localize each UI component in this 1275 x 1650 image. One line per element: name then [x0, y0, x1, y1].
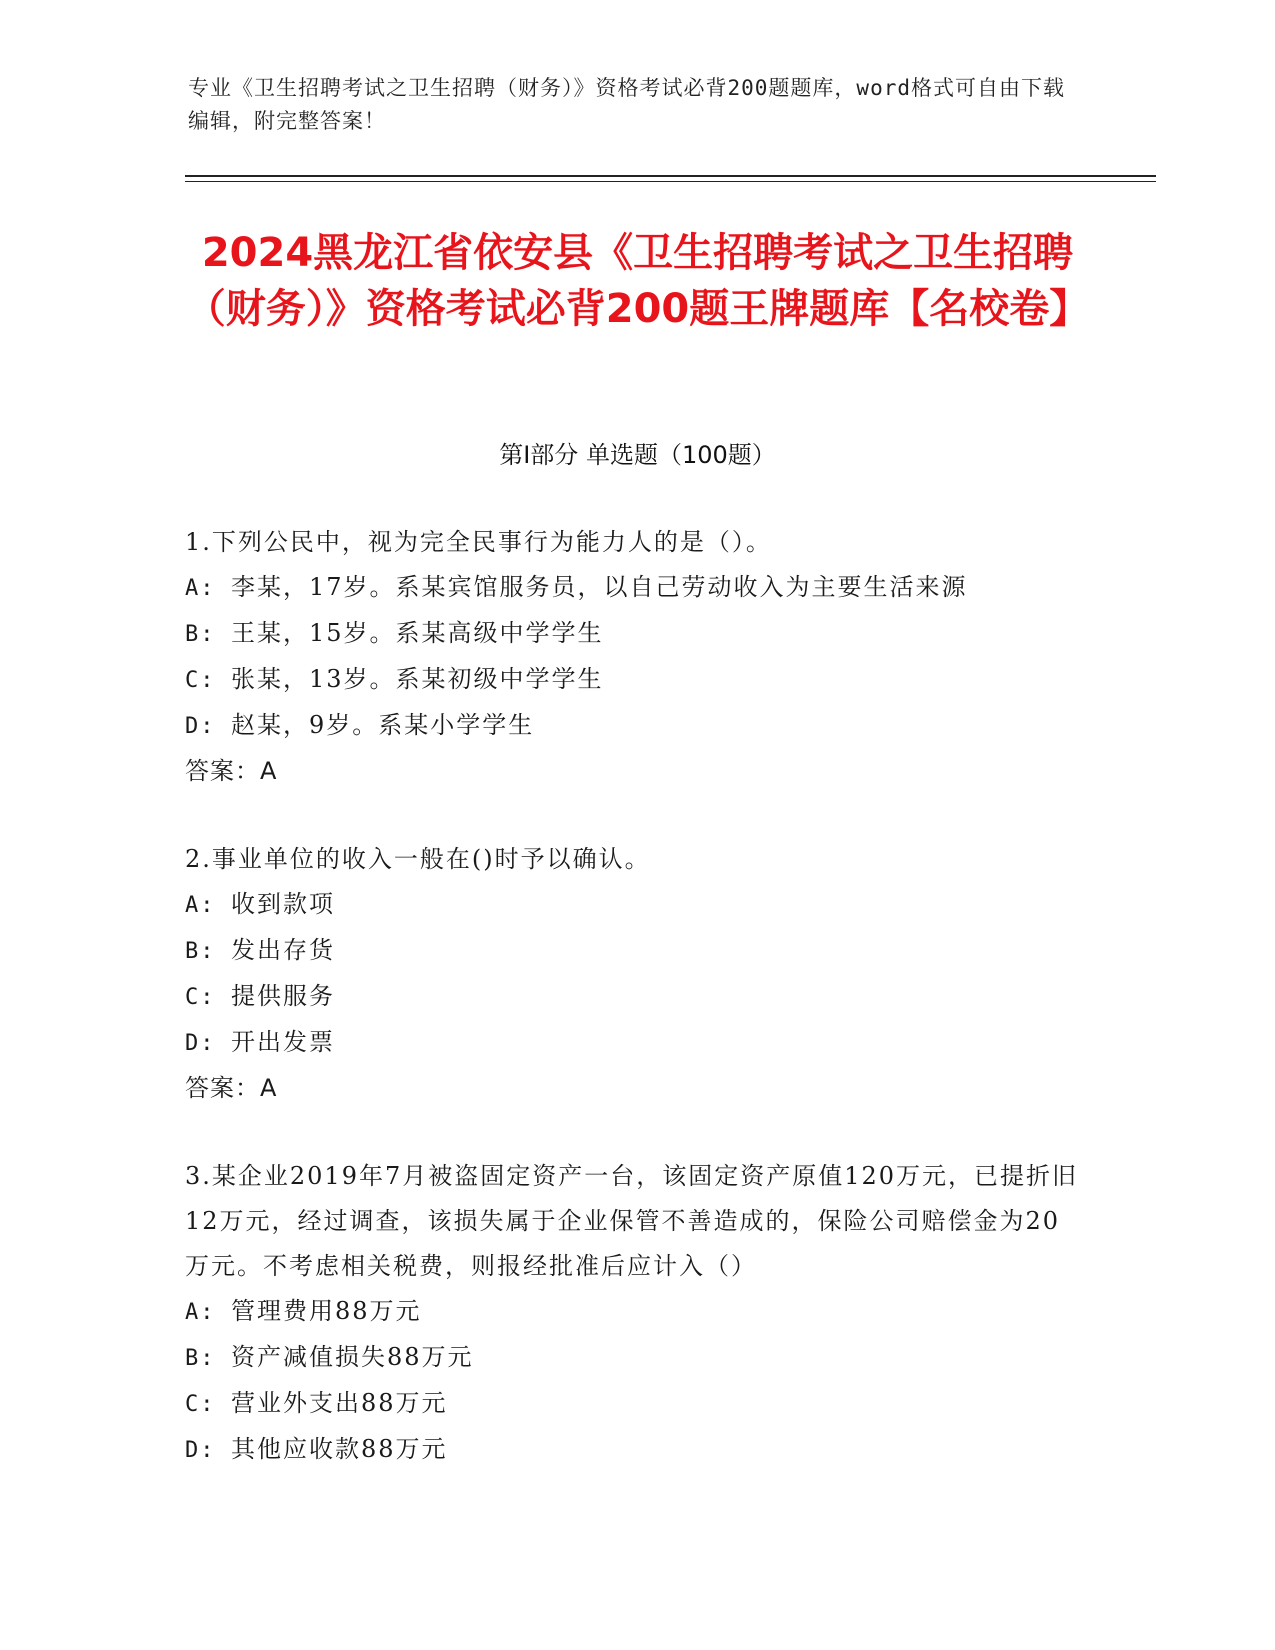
option-c — [185, 657, 1085, 703]
option-text: 收到款项 — [231, 890, 335, 918]
option-key: B: — [185, 939, 216, 964]
option-d — [185, 1020, 1085, 1066]
option-text: 赵某，9岁。系某小学学生 — [231, 711, 535, 739]
option-key: C: — [185, 668, 216, 693]
option-text: 张某，13岁。系某初级中学学生 — [231, 665, 604, 693]
document-title: 2024黑龙江省依安县《卫生招聘考试之卫生招聘（财务）》资格考试必背200题王牌题库【名校卷】 — [185, 230, 1090, 332]
option-text: 开出发票 — [231, 1028, 335, 1056]
question-stem: 1.下列公民中，视为完全民事行为能力人的是（）。 — [185, 528, 772, 556]
answer-line: 答案：A — [185, 1074, 278, 1102]
header-note: 专业《卫生招聘考试之卫生招聘（财务）》资格考试必背200题题库，word格式可自由下载编辑，附完整答案！ — [188, 76, 1065, 133]
option-a — [185, 1289, 1085, 1335]
option-key: D: — [185, 1031, 216, 1056]
option-key: D: — [185, 1438, 216, 1463]
option-text: 营业外支出88万元 — [231, 1389, 448, 1417]
question-3 — [185, 1154, 1085, 1473]
option-key: A: — [185, 893, 216, 918]
option-key: C: — [185, 985, 216, 1010]
option-text: 管理费用88万元 — [231, 1297, 422, 1325]
question-2 — [185, 837, 1085, 1111]
option-key: D: — [185, 714, 216, 739]
question-1 — [185, 520, 1085, 794]
section-title: 第Ⅰ部分 单选题（100题） — [499, 441, 776, 469]
option-b — [185, 928, 1085, 974]
option-text: 提供服务 — [231, 982, 335, 1010]
question-stem: 2.事业单位的收入一般在()时予以确认。 — [185, 845, 651, 873]
answer-line: 答案：A — [185, 757, 278, 785]
option-key: C: — [185, 1392, 216, 1417]
option-key: B: — [185, 622, 216, 647]
option-text: 王某，15岁。系某高级中学学生 — [231, 619, 604, 647]
question-stem: 3.某企业2019年7月被盗固定资产一台，该固定资产原值120万元，已提折旧12万元，经过调查，该损失属于企业保管不善造成的，保险公司赔偿金为20万元。不考虑相关税费，则报经批准后应计入（） — [185, 1162, 1079, 1280]
option-text: 资产减值损失88万元 — [231, 1343, 474, 1371]
option-b — [185, 1335, 1085, 1381]
option-a — [185, 882, 1085, 928]
option-c — [185, 1381, 1085, 1427]
option-text: 其他应收款88万元 — [231, 1435, 448, 1463]
option-d — [185, 703, 1085, 749]
option-key: B: — [185, 1346, 216, 1371]
option-key: A: — [185, 1300, 216, 1325]
header-divider-thick — [185, 175, 1156, 177]
header-divider-thin — [185, 181, 1156, 182]
option-text: 李某，17岁。系某宾馆服务员，以自己劳动收入为主要生活来源 — [231, 573, 968, 601]
option-a — [185, 565, 1085, 611]
option-key: A: — [185, 576, 216, 601]
option-text: 发出存货 — [231, 936, 335, 964]
option-b — [185, 611, 1085, 657]
option-c — [185, 974, 1085, 1020]
option-d — [185, 1427, 1085, 1473]
